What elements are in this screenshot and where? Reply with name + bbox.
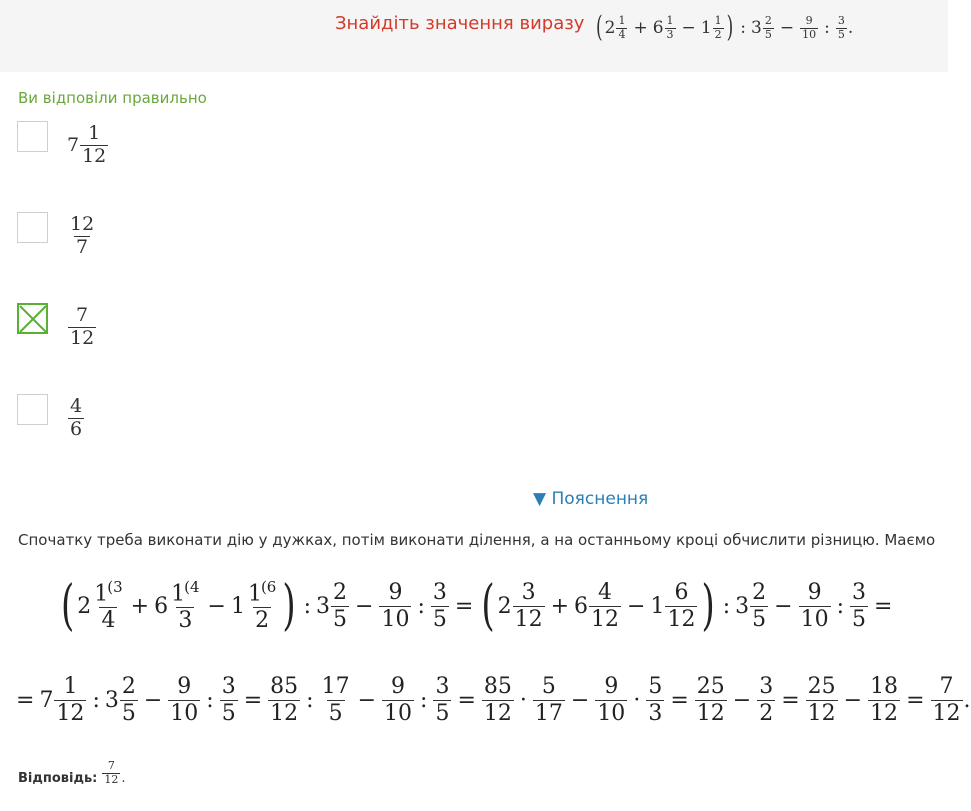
final-answer: Відповідь: $\frac{7}{12}$ . <box>18 759 126 787</box>
option-value: $\frac{4}{6}$ <box>70 395 83 440</box>
task-prompt: Знайдіть значення виразу <box>335 13 585 34</box>
explanation-toggle[interactable]: ▼ Пояснення <box>533 489 649 509</box>
option-value: 7 $\frac{1}{12}$ <box>67 122 107 167</box>
option-checkbox[interactable] <box>17 394 48 425</box>
answer-fraction: $\frac{7}{12}$ <box>104 759 119 786</box>
solution-line-2: = 7 $\frac{1}{12}$ : 3 $\frac{2}{5}$ − $\frac{9}{10}$ : $\frac{3}{5}$ = $\frac{85}{12}$ : $\frac{17}{5}$ − $\frac{9}{10}$ : $\frac{3}{5}$ = $\frac{85}{12}$ · $\frac{5}{17}$ − $\frac{9}{10}$ · $\frac{5}{3}$ = $\frac{25}{12}$ − $\frac{3}{2}$ = $\frac{25}{12}$ − $\frac{18}{12}$ = $\frac{7}{12}$ . <box>16 674 971 726</box>
option-checkbox[interactable] <box>17 212 48 243</box>
solution-line-1: ( 2 $\frac{1^{(3}}{4}$ + 6 $\frac{1^{(4}}{3}$ − 1 $\frac{1^{(6}}{2}$ ) : 3 $\frac{2}{5}$ − $\frac{9}{10}$ : $\frac{3}{5}$ = ( 2 $\frac{3}{12}$ + 6 $\frac{4}{12}$ − 1 $\frac{6}{12}$ ) : 3 $\frac{2}{5}$ − $\frac{9}{10}$ : $\frac{3}{5}$ = <box>61 574 893 638</box>
explanation-intro: Спочатку треба виконати дію у дужках, потім виконати ділення, а на останньому кроці обчислити різницю. Маємо <box>18 531 936 549</box>
task-expression: ( 2 $\frac{1}{4}$ + 6 $\frac{1}{3}$ − 1 $\frac{1}{2}$ ) : 3 $\frac{2}{5}$ − $\frac{9}{10}$ : $\frac{3}{5}$ . <box>596 11 854 45</box>
option-checkbox-checked[interactable] <box>17 303 48 334</box>
check-cross-icon <box>19 305 50 336</box>
option-checkbox[interactable] <box>17 121 48 152</box>
triangle-down-icon: ▼ <box>533 489 547 509</box>
status-message: Ви відповіли правильно <box>18 89 207 107</box>
option-value: $\frac{7}{12}$ <box>70 304 95 349</box>
option-value: $\frac{12}{7}$ <box>70 213 95 258</box>
